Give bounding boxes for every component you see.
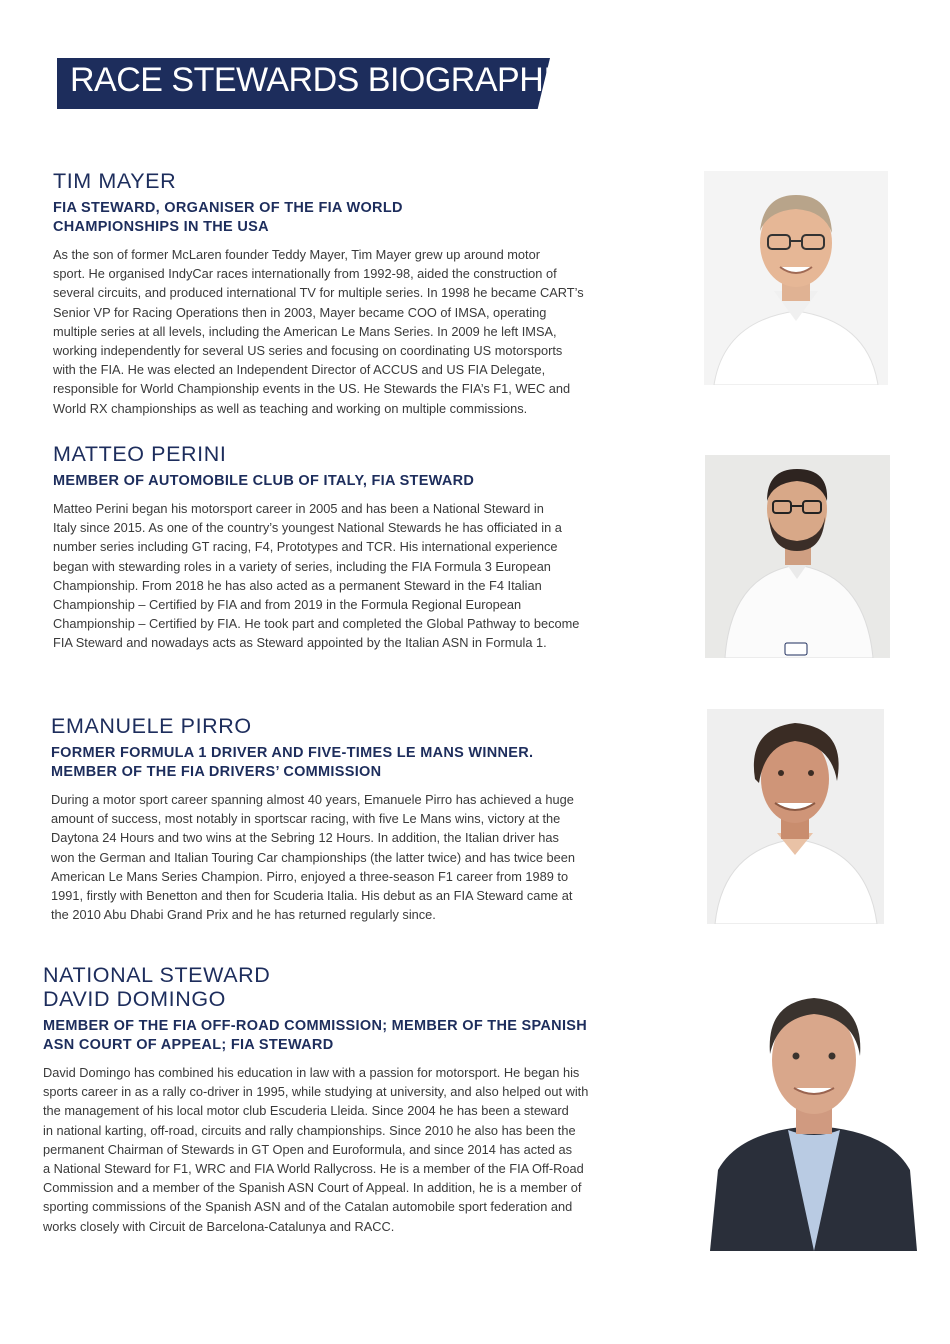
bio-line: the 2010 Abu Dhabi Grand Prix and he has returned regularly since. [51, 907, 436, 923]
bio-line: Daytona 24 Hours and two wins at the Sebring 12 Hours. In addition, the Italian driver has [51, 830, 559, 846]
bio-line: Championship – Certified by FIA. He took part and completed the Global Pathway to become [53, 616, 580, 632]
bio-line: During a motor sport career spanning almost 40 years, Emanuele Pirro has achieved a huge [51, 792, 574, 807]
bio-line: in national karting, off-road, circuits and rally championships. Since 2010 he also has been the [43, 1122, 576, 1138]
name-line: NATIONAL STEWARD [43, 963, 271, 987]
bio-line: multiple series at all levels, including the American Le Mans Series. In 2009 he left IMSA, [53, 323, 557, 339]
portrait-emanuele-pirro [707, 709, 884, 924]
bio-line: Championship. From 2018 he has also acted as a permanent Steward in the F4 Italian [53, 577, 542, 593]
steward-bio [43, 1063, 683, 1236]
page-title: RACE STEWARDS BIOGRAPHIES [70, 61, 597, 99]
bio-line: Championship – Certified by FIA and from 2019 in the Formula Regional European [53, 597, 522, 613]
role-line: FIA STEWARD, ORGANISER OF THE FIA WORLD [53, 200, 403, 216]
bio-david-domingo [43, 963, 683, 1236]
bio-line: permanent Chairman of Stewards in GT Open and Euroformula, and since 2014 has acted as [43, 1141, 573, 1157]
bio-line: began with stewarding roles in a variety of series, including the FIA Formula 3 European [53, 558, 551, 574]
bio-line: FIA Steward and nowadays acts as Steward appointed by the Italian ASN in Formula 1. [53, 635, 547, 651]
bio-line: World RX championships as well as teaching and working on multiple commissions. [53, 400, 528, 416]
bio-line: sporting commissions of the Spanish ASN and of the Catalan automobile sport federation and [43, 1199, 573, 1215]
bio-line: 1991, firstly with Benetton and then for Scuderia Italia. His debut as an FIA Steward came at [51, 888, 573, 904]
name-line: MATTEO PERINI [53, 442, 227, 466]
role-line: ASN COURT OF APPEAL; FIA STEWARD [43, 1037, 334, 1053]
bio-line: the management of his local motor club Escuderia Lleida. Since 2004 he has been a steward [43, 1103, 569, 1119]
steward-name [53, 169, 663, 193]
steward-name [51, 714, 681, 738]
steward-name [43, 963, 683, 1011]
bio-line: won the German and Italian Touring Car championships (the latter twice) and has twice been [51, 849, 576, 865]
portrait-david-domingo [710, 980, 917, 1251]
steward-name [53, 442, 673, 466]
bio-line: sports career in as a rally co-driver in 1995, while studying at university, and also helped out with [43, 1084, 589, 1100]
role-line: MEMBER OF THE FIA OFF-ROAD COMMISSION; MEMBER OF THE SPANISH [43, 1018, 588, 1034]
bio-line: sport. He organised IndyCar races internationally from 1992-98, aided the construction of [53, 266, 557, 282]
bio-line: several circuits, and produced international TV for multiple series. In 1998 he became CART’s [53, 285, 584, 301]
bio-emanuele-pirro [51, 714, 681, 924]
bio-line: with the FIA. He was elected an Independent Director of ACCUS and US FIA Delegate, [53, 362, 546, 378]
name-line: TIM MAYER [53, 169, 177, 193]
portrait-matteo-perini [705, 455, 890, 658]
bio-line: Commission and a member of the Spanish ASN Court of Appeal. In addition, he is a member of [43, 1180, 582, 1196]
steward-bio [53, 245, 663, 418]
bio-line: As the son of former McLaren founder Teddy Mayer, Tim Mayer grew up around motor [53, 247, 540, 262]
bio-line: Matteo Perini began his motorsport career in 2005 and has been a National Steward in [53, 501, 544, 516]
steward-role [53, 472, 673, 491]
bio-line: American Le Mans Series Champion. Pirro, enjoyed a three-season F1 career from 1989 to [51, 868, 569, 884]
bio-line: working independently for several US series and focusing on coordinating US motorsports [53, 343, 563, 359]
name-line: DAVID DOMINGO [43, 987, 226, 1011]
steward-bio [51, 790, 681, 924]
bio-line: a National Steward for F1, WRC and FIA World Rallycross. He is a member of the FIA Off-Road [43, 1161, 584, 1177]
bio-line: David Domingo has combined his education in law with a passion for motorsport. He began his [43, 1065, 580, 1080]
steward-role [53, 199, 663, 237]
role-line: FORMER FORMULA 1 DRIVER AND FIVE-TIMES LE MANS WINNER. [51, 745, 534, 761]
steward-bio [53, 499, 673, 653]
portrait-tim-mayer [704, 171, 888, 385]
bio-line: Italy since 2015. As one of the country’s youngest National Stewards he has officiated in a [53, 520, 562, 536]
steward-role [43, 1017, 683, 1055]
bio-tim-mayer [53, 169, 663, 418]
steward-role [51, 744, 681, 782]
role-line: MEMBER OF AUTOMOBILE CLUB OF ITALY, FIA STEWARD [53, 473, 475, 489]
role-line: MEMBER OF THE FIA DRIVERS’ COMMISSION [51, 764, 382, 780]
bio-line: amount of success, most notably in sportscar racing, with five Le Mans wins, victory at the [51, 811, 561, 827]
name-line: EMANUELE PIRRO [51, 714, 252, 738]
bio-matteo-perini [53, 442, 673, 653]
role-line: CHAMPIONSHIPS IN THE USA [53, 219, 269, 235]
bio-line: number series including GT racing, F4, Prototypes and TCR. His international experience [53, 539, 558, 555]
bio-line: works closely with Circuit de Barcelona-Catalunya and RACC. [43, 1218, 395, 1234]
bio-line: responsible for World Championship events in the US. He Stewards the FIA’s F1, WEC and [53, 381, 571, 397]
bio-line: Senior VP for Racing Operations then in 2003, Mayer became COO of IMSA, operating [53, 304, 547, 320]
